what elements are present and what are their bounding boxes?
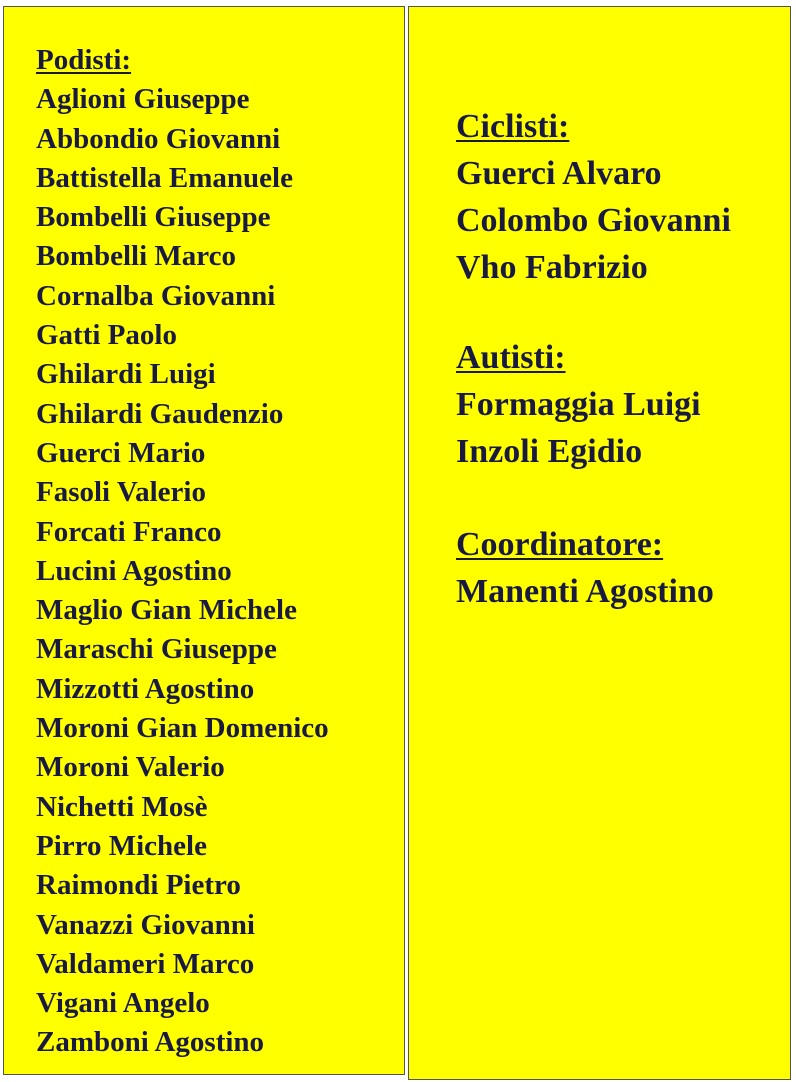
coordinatore-name: Manenti Agostino — [456, 573, 714, 610]
podisti-name: Maglio Gian Michele — [36, 594, 297, 627]
ciclisti-name: Vho Fabrizio — [456, 249, 648, 286]
podisti-name: Maraschi Giuseppe — [36, 633, 277, 666]
podisti-name: Zamboni Agostino — [36, 1026, 265, 1059]
coordinatore-title: Coordinatore: — [456, 526, 664, 563]
podisti-name: Mizzotti Agostino — [36, 672, 255, 705]
podisti-name: Pirro Michele — [36, 829, 207, 862]
podisti-name: Guerci Mario — [36, 436, 206, 469]
podisti-name: Moroni Gian Domenico — [36, 712, 329, 745]
podisti-name: Lucini Agostino — [36, 554, 232, 587]
podisti-name: Bombelli Giuseppe — [36, 201, 271, 234]
podisti-name: Aglioni Giuseppe — [36, 83, 250, 116]
ciclisti-title: Ciclisti: — [456, 108, 570, 145]
podisti-name: Bombelli Marco — [36, 240, 237, 273]
podisti-title: Podisti: — [36, 44, 132, 76]
podisti-name: Cornalba Giovanni — [36, 279, 276, 312]
podisti-name: Forcati Franco — [36, 515, 222, 548]
podisti-name: Nichetti Mosè — [36, 790, 208, 823]
ciclisti-name: Guerci Alvaro — [456, 155, 662, 192]
autisti-list — [456, 334, 701, 475]
podisti-name: Valdameri Marco — [36, 947, 255, 980]
podisti-name: Vigani Angelo — [36, 987, 210, 1020]
autisti-name: Formaggia Luigi — [456, 386, 701, 423]
ciclisti-list — [456, 103, 731, 291]
staff-panel — [408, 6, 791, 1080]
podisti-name: Moroni Valerio — [36, 751, 225, 784]
ciclisti-name: Colombo Giovanni — [456, 202, 731, 239]
podisti-name: Vanazzi Giovanni — [36, 908, 255, 941]
podisti-name: Fasoli Valerio — [36, 476, 206, 509]
podisti-name: Ghilardi Luigi — [36, 358, 216, 391]
podisti-name: Gatti Paolo — [36, 319, 177, 352]
podisti-list — [36, 41, 329, 1063]
coordinatore-list — [456, 521, 714, 615]
autisti-title: Autisti: — [456, 339, 566, 376]
autisti-name: Inzoli Egidio — [456, 433, 643, 470]
podisti-name: Abbondio Giovanni — [36, 122, 281, 155]
podisti-name: Raimondi Pietro — [36, 869, 241, 902]
podisti-name: Ghilardi Gaudenzio — [36, 397, 284, 430]
podisti-panel — [3, 6, 405, 1075]
podisti-name: Battistella Emanuele — [36, 161, 293, 194]
